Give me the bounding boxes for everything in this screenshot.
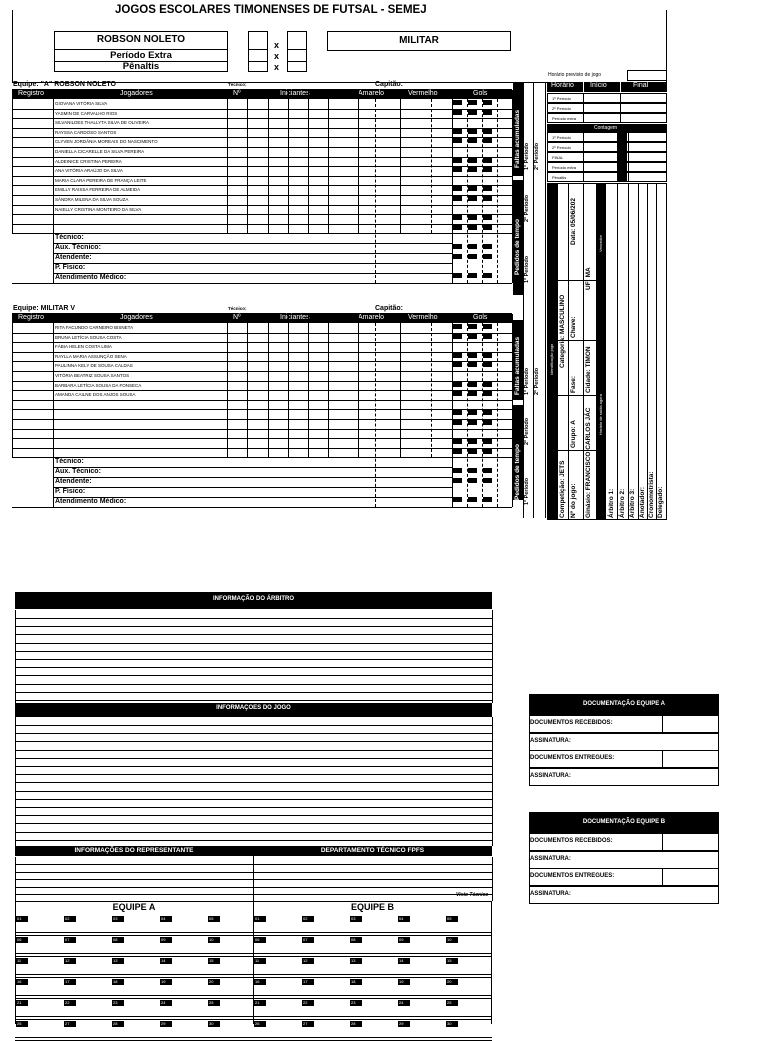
equipe-b-number-cell[interactable]: 15 — [446, 958, 458, 964]
team-a-player-name: GIOVANA VITÓRIA SILVA — [55, 101, 108, 106]
doc-b-row-label: ASSINATURA: — [530, 890, 571, 897]
equipe-b-number-cell[interactable]: 11 — [254, 958, 266, 964]
p2-label-b: 2º Período — [534, 367, 540, 395]
equipe-b-number-cell[interactable]: 03 — [350, 916, 362, 922]
schedule-col-final: Final — [633, 82, 649, 89]
contagem-row-label: Período extra — [552, 165, 577, 170]
faltas-label-b: Faltas acumuladas — [514, 336, 521, 395]
equipe-a-number-cell[interactable]: 23 — [112, 1000, 124, 1006]
fase-label: Fase: — [570, 376, 577, 393]
arbitro3-label: Árbitro 3: — [629, 488, 636, 518]
team-b-equipe-label: Equipe: MILITAR V — [13, 305, 76, 312]
doc-a-row-label: DOCUMENTOS RECEBIDOS: — [530, 720, 613, 726]
chave-label: Chave: — [570, 316, 577, 338]
team-b-goal-marker — [483, 449, 492, 454]
identificacao-label: Identificação jogo — [549, 343, 554, 375]
no-jogo-label: Nº do jogo: — [570, 483, 577, 518]
team-a-player-name: SÂNDRA MILENA DA SILVA SOUZA — [55, 197, 129, 202]
team-a-staff-label: Atendimento Médico: — [55, 274, 127, 282]
equipe-b-number-cell[interactable]: 28 — [350, 1021, 362, 1027]
team-b-goal-marker — [483, 420, 492, 425]
team-b-goal-marker — [483, 362, 492, 367]
equipe-a-number-cell[interactable]: 26 — [16, 1021, 28, 1027]
equipe-a-number-cell[interactable]: 07 — [64, 937, 76, 943]
team-b-tecnico-small: Técnico: — [228, 306, 247, 311]
horario-saida-label: Horário de saída agora — [598, 394, 603, 435]
team-a-goal-marker — [453, 244, 462, 249]
equipe-b-number-cell[interactable]: 20 — [446, 979, 458, 985]
equipe-a-number-cell[interactable]: 21 — [16, 1000, 28, 1006]
team-a-goal-marker — [453, 273, 462, 278]
equipe-b-grid-title: EQUIPE B — [350, 902, 394, 912]
team-b-goal-marker — [483, 439, 492, 444]
contagem-row-label: 2º Período — [552, 145, 571, 150]
team-b-player-name: BARBARA LETÍCIA SOUSA DA FONSECA — [55, 382, 142, 388]
equipe-b-number-cell[interactable]: 01 — [254, 916, 266, 922]
schedule-row-label: 1º Período — [552, 96, 571, 101]
team-a-col-numero: Nº — [233, 90, 241, 97]
team-a-goal-marker — [483, 186, 492, 191]
doc-b-row-label: DOCUMENTOS RECEBIDOS: — [530, 838, 613, 844]
p1-time-label-a: 1º Período — [524, 255, 530, 283]
contagem-label: Contagem — [594, 125, 618, 131]
equipe-a-number-cell[interactable]: 05 — [208, 916, 220, 922]
team-b-col-registro: Registro — [18, 314, 45, 321]
team-a-goal-marker — [468, 129, 477, 134]
team-a-goal-marker — [453, 110, 462, 115]
versus-mark: x — [274, 62, 280, 72]
equipe-b-number-cell[interactable]: 16 — [254, 979, 266, 985]
doc-b-row-label: ASSINATURA: — [530, 855, 571, 862]
equipe-a-number-cell[interactable]: 15 — [208, 958, 220, 964]
team-b-goal-marker — [453, 362, 462, 367]
team-b-goal-marker — [468, 410, 477, 415]
team-b-staff-label: P. Físico: — [55, 488, 86, 496]
equipe-b-number-cell[interactable]: 22 — [302, 1000, 314, 1006]
team-b-player-name: PAULINNA KELY DE SOUSA CALDAS — [55, 363, 133, 369]
horario-previsto-field[interactable] — [627, 70, 667, 81]
equipe-b-number-cell[interactable]: 21 — [254, 1000, 266, 1006]
team-b-goal-marker — [468, 353, 477, 358]
equipe-a-number-cell[interactable]: 12 — [64, 958, 76, 964]
representante-title: INFORMAÇÕES DO REPRESENTANTE — [74, 847, 194, 854]
team-b-goal-marker — [453, 334, 462, 339]
team-b-goal-marker — [453, 497, 462, 502]
team-a-goal-marker — [468, 167, 477, 172]
team-a-goal-marker — [483, 254, 492, 259]
team-b-goal-marker — [468, 449, 477, 454]
page-title: JOGOS ESCOLARES TIMONENSES DE FUTSAL - SEMEJ — [115, 4, 427, 16]
pedidos-label-b: Pedidos de tempo — [514, 444, 521, 500]
team-b-goal-marker — [453, 478, 462, 483]
equipe-a-number-cell[interactable]: 30 — [208, 1021, 220, 1027]
contagem-row-label: FINAL — [552, 155, 564, 160]
team-b-goal-marker — [483, 324, 492, 329]
team-b-goal-marker — [468, 497, 477, 502]
team-a-goal-marker — [453, 254, 462, 259]
team-b-col-iniciantes: Iniciantes — [280, 314, 310, 321]
team-a-goal-marker — [468, 244, 477, 249]
team-a-goal-marker — [453, 158, 462, 163]
team-b-goal-marker — [468, 324, 477, 329]
team-a-col-jogadores: Jogadores — [120, 90, 153, 97]
arbitro1-label: Árbitro 1: — [608, 488, 615, 518]
team-b-player-name: RITA FACUNDO CARNEIRO BISNETA — [55, 325, 134, 330]
team-a-goal-marker — [453, 225, 462, 230]
team-b-goal-marker — [468, 391, 477, 396]
equipe-b-number-cell[interactable]: 27 — [302, 1021, 314, 1027]
team-b-staff-label: Atendente: — [55, 478, 92, 486]
team-b-player-name: FÁBIA HELEN COSTA LIMA — [55, 344, 112, 350]
team-a-goal-marker — [483, 244, 492, 249]
equipe-a-number-cell[interactable]: 11 — [16, 958, 28, 964]
team-a-goal-marker — [453, 100, 462, 105]
equipe-b-number-cell[interactable]: 29 — [398, 1021, 410, 1027]
team-b-goal-marker — [468, 439, 477, 444]
equipe-a-grid-title: EQUIPE A — [112, 902, 156, 912]
team-b-col-gols: Gols — [473, 314, 488, 321]
team-a-goal-marker — [483, 225, 492, 230]
equipe-a-number-cell[interactable]: 20 — [208, 979, 220, 985]
team-b-goal-marker — [453, 468, 462, 473]
team-a-player-name: YASMIN DE CARVALHO RIOS — [55, 110, 118, 116]
team-a-goal-marker — [453, 129, 462, 134]
team-b-goal-marker — [453, 353, 462, 358]
team-a-col-gols: Gols — [473, 90, 488, 97]
p2-time-label-b: 2º Período — [524, 417, 530, 445]
equipe-a-number-cell[interactable]: 14 — [160, 958, 172, 964]
team-a-player-name: RAYSSA CARDOSO SANTOS — [55, 129, 117, 135]
team-b-player-name: RAYLLA MARIA ASSUNÇÃO SENA — [55, 353, 127, 359]
team-b-staff-label: Atendimento Médico: — [55, 498, 127, 506]
team-b-goal-marker — [468, 334, 477, 339]
arbitro-info-title: INFORMAÇÃO DO ÁRBITRO — [213, 596, 294, 602]
team-b-goal-marker — [483, 391, 492, 396]
team-a-staff-label: P. Físico: — [55, 264, 86, 272]
team-a-goal-marker — [483, 138, 492, 143]
team-b-player-name: AMANDA CAILNE DOS ANJOS SOUSA — [55, 392, 136, 398]
team-b-goal-marker — [453, 391, 462, 396]
team-a-player-name: SILVANILDES THALLYTA SILVA DE OLIVEIRA — [55, 120, 149, 126]
equipe-a-number-cell[interactable]: 22 — [64, 1000, 76, 1006]
team-a-goal-marker — [483, 215, 492, 220]
score-box-a — [248, 31, 268, 72]
equipe-a-number-cell[interactable]: 03 — [112, 916, 124, 922]
team-a-goal-marker — [468, 273, 477, 278]
equipe-b-number-cell[interactable]: 14 — [398, 958, 410, 964]
equipe-b-number-cell[interactable]: 25 — [446, 1000, 458, 1006]
cronometrista-label: Cronometrista: — [648, 471, 655, 518]
ginasio-label: Ginásio: FRANCISCO CARLOS JÁC — [585, 407, 592, 518]
equipe-b-number-cell[interactable]: 02 — [302, 916, 314, 922]
equipe-a-number-cell[interactable]: 10 — [208, 937, 220, 943]
equipe-a-number-cell[interactable]: 17 — [64, 979, 76, 985]
team-b-goal-marker — [468, 362, 477, 367]
equipe-b-number-cell[interactable]: 23 — [350, 1000, 362, 1006]
equipe-b-number-cell[interactable]: 09 — [398, 937, 410, 943]
visto-tecnico-label: Visto Técnico — [456, 892, 489, 898]
team-b-goal-marker — [483, 334, 492, 339]
equipe-a-number-cell[interactable]: 09 — [160, 937, 172, 943]
team-a-tecnico-small: Técnico: — [228, 82, 247, 87]
p1-label-a: 1º Período — [524, 142, 530, 170]
equipe-a-number-cell[interactable]: 16 — [16, 979, 28, 985]
team-a-goal-marker — [468, 158, 477, 163]
equipe-b-number-cell[interactable]: 24 — [398, 1000, 410, 1006]
team-b-player-name: VITÓRIA BEATRIZ SOUSA SANTOS — [55, 373, 130, 378]
faltas-label-a: Faltas acumuladas — [514, 109, 521, 168]
team-b-goal-marker — [453, 420, 462, 425]
team-b-goal-marker — [468, 382, 477, 387]
team-a-goal-marker — [483, 129, 492, 134]
team-a-goal-marker — [483, 196, 492, 201]
delegado-label: Delegado: — [657, 486, 664, 518]
equipe-a-number-cell[interactable]: 19 — [160, 979, 172, 985]
team-a-goal-marker — [453, 196, 462, 201]
equipe-a-number-cell[interactable]: 04 — [160, 916, 172, 922]
schedule-col-horario: Horário — [551, 82, 574, 89]
versus-mark: x — [274, 40, 280, 50]
team-b-goal-marker — [468, 468, 477, 473]
equipe-a-number-cell[interactable]: 08 — [112, 937, 124, 943]
contagem-row-label: Pênaltis — [552, 175, 567, 180]
equipe-a-number-cell[interactable]: 29 — [160, 1021, 172, 1027]
team-a-player-name: NAIELLY CRISTINA MONTEIRO DA SILVA — [55, 206, 142, 212]
contagem-row-label: 1º Período — [552, 135, 571, 140]
team-a-goal-marker — [453, 138, 462, 143]
team-a-goal-marker — [453, 186, 462, 191]
equipe-b-number-cell[interactable]: 30 — [446, 1021, 458, 1027]
team-a-goal-marker — [468, 254, 477, 259]
team-b-goal-marker — [453, 382, 462, 387]
team-b-staff-label: Técnico: — [55, 458, 84, 466]
p2-time-label-a: 2º Período — [524, 194, 530, 222]
team-a-player-name: EMILLY RAISSA FERREIRA DE ALMEIDA — [55, 187, 141, 193]
contagem-marker — [617, 163, 627, 171]
team-a-equipe-label: Equipe: "A" ROBSON NOLETO — [13, 81, 116, 88]
schedule-row-label: Período extra — [552, 116, 577, 121]
team-b-goal-marker — [483, 382, 492, 387]
team-a-goal-marker — [468, 215, 477, 220]
data-label: Data: 05/06/202 — [570, 198, 577, 245]
contagem-marker — [617, 153, 627, 161]
equipe-a-number-cell[interactable]: 25 — [208, 1000, 220, 1006]
team-a-col-amarelo: Amarelo — [358, 90, 385, 97]
team-a-player-name: ALDEINICE CRISTINA PEREIRA — [55, 158, 122, 164]
team-a-goal-marker — [468, 138, 477, 143]
p2-label-a: 2º Período — [534, 142, 540, 170]
doc-b-row-label: DOCUMENTOS ENTREGUES: — [530, 873, 615, 879]
contagem-marker — [617, 173, 627, 181]
team-a-player-name: ANA VITÓRIA ARAÚJO DA SILVA — [55, 168, 123, 174]
team-b-goal-marker — [483, 478, 492, 483]
team-a-name: ROBSON NOLETO — [96, 34, 186, 45]
doc-b-title: DOCUMENTAÇÃO EQUIPE B — [582, 819, 666, 825]
equipe-a-number-cell[interactable]: 27 — [64, 1021, 76, 1027]
equipe-a-number-cell[interactable]: 18 — [112, 979, 124, 985]
team-b-goal-marker — [468, 478, 477, 483]
equipe-b-number-cell[interactable]: 04 — [398, 916, 410, 922]
equipe-b-number-cell[interactable]: 05 — [446, 916, 458, 922]
equipe-b-number-cell[interactable]: 19 — [398, 979, 410, 985]
equipe-b-number-cell[interactable]: 18 — [350, 979, 362, 985]
team-b-col-vermelho: Vermelho — [408, 314, 438, 321]
team-a-goal-marker — [468, 110, 477, 115]
doc-a-row-label: ASSINATURA: — [530, 737, 571, 744]
team-a-goal-marker — [483, 167, 492, 172]
uf-label: UF: MA — [585, 267, 592, 290]
team-a-goal-marker — [453, 167, 462, 172]
score-box-b — [287, 31, 307, 72]
equipe-a-number-cell[interactable]: 01 — [16, 916, 28, 922]
team-a-staff-label: Aux. Técnico: — [55, 244, 101, 252]
doc-a-row-label: ASSINATURA: — [530, 772, 571, 779]
equipe-b-number-cell[interactable]: 17 — [302, 979, 314, 985]
team-a-col-vermelho: Vermelho — [408, 90, 438, 97]
team-a-goal-marker — [453, 215, 462, 220]
team-a-goal-marker — [483, 273, 492, 278]
team-a-goal-marker — [483, 110, 492, 115]
pedidos-label-a: Pedidos de tempo — [514, 219, 521, 275]
vencedor-strip — [596, 183, 606, 338]
team-a-goal-marker — [468, 196, 477, 201]
team-a-staff-label: Técnico: — [55, 234, 84, 242]
team-b-col-jogadores: Jogadores — [120, 314, 153, 321]
periodo-extra-label: Período Extra — [110, 50, 172, 61]
team-b-goal-marker — [483, 468, 492, 473]
equipe-b-number-cell[interactable]: 06 — [254, 937, 266, 943]
doc-a-row-label: DOCUMENTOS ENTREGUES: — [530, 755, 615, 761]
anotador-label: Anotador: — [639, 486, 646, 518]
team-b-col-amarelo: Amarelo — [358, 314, 385, 321]
team-b-goal-marker — [468, 420, 477, 425]
horario-previsto-label: Horário previsto de jogo — [548, 72, 602, 78]
team-b-goal-marker — [453, 439, 462, 444]
team-a-capitao-label: Capitão: — [375, 81, 403, 88]
vencedor-label: Vencedor — [598, 235, 603, 252]
equipe-b-number-cell[interactable]: 13 — [350, 958, 362, 964]
departamento-title: DEPARTAMENTO TÉCNICO FPFS — [320, 847, 425, 854]
equipe-b-number-cell[interactable]: 07 — [302, 937, 314, 943]
team-b-player-name: BRUNA LETÍCIA SOUSA COSTA — [55, 334, 122, 340]
team-b-goal-marker — [453, 324, 462, 329]
team-a-goal-marker — [468, 186, 477, 191]
team-b-staff-label: Aux. Técnico: — [55, 468, 101, 476]
equipe-b-number-cell[interactable]: 10 — [446, 937, 458, 943]
contagem-marker — [617, 133, 627, 141]
team-a-col-iniciantes: Iniciantes — [280, 90, 310, 97]
team-a-goal-marker — [483, 100, 492, 105]
team-a-goal-marker — [468, 225, 477, 230]
team-b-name: MILITAR — [399, 35, 439, 46]
team-b-col-numero: Nº — [233, 314, 241, 321]
equipe-a-number-cell[interactable]: 28 — [112, 1021, 124, 1027]
team-b-goal-marker — [453, 449, 462, 454]
team-a-goal-marker — [483, 158, 492, 163]
equipe-a-number-cell[interactable]: 02 — [64, 916, 76, 922]
p1-label-b: 1º Período — [524, 367, 530, 395]
doc-a-title: DOCUMENTAÇÃO EQUIPE A — [582, 701, 665, 707]
contagem-marker — [617, 143, 627, 151]
team-a-goal-marker — [468, 100, 477, 105]
equipe-b-number-cell[interactable]: 12 — [302, 958, 314, 964]
team-a-staff-label: Atendente: — [55, 254, 92, 262]
team-a-player-name: CLYVEN JORDÂNIA MOREAIS DO NASCIMENTO — [55, 139, 158, 145]
p1-time-label-b: 1º Período — [524, 477, 530, 505]
competicao-label: Competição: JETS — [559, 460, 566, 518]
equipe-b-number-cell[interactable]: 08 — [350, 937, 362, 943]
versus-mark: x — [274, 51, 280, 61]
equipe-a-number-cell[interactable]: 24 — [160, 1000, 172, 1006]
team-b-goal-marker — [453, 410, 462, 415]
team-a-player-name: DANIELLA CICARELLE DA SILVA PEREIRA — [55, 149, 145, 154]
team-a-col-registro: Registro — [18, 90, 45, 97]
schedule-row-label: 2º Período — [552, 106, 571, 111]
team-b-goal-marker — [483, 410, 492, 415]
penaltis-label: Pênaltis — [122, 61, 160, 72]
grupo-label: Grupo: A — [570, 420, 577, 448]
team-b-goal-marker — [483, 353, 492, 358]
cidade-label: Cidade: TIMON — [585, 346, 592, 393]
team-b-goal-marker — [483, 497, 492, 502]
equipe-b-number-cell[interactable]: 26 — [254, 1021, 266, 1027]
equipe-a-number-cell[interactable]: 13 — [112, 958, 124, 964]
schedule-col-inicio: Início — [590, 82, 607, 89]
team-b-capitao-label: Capitão: — [375, 305, 403, 312]
jogo-info-title: INFORMAÇOES DO JOGO — [216, 705, 291, 711]
team-a-player-name: MARIA CLARA PEREIRA DE FRANÇA LEITE — [55, 177, 147, 183]
categoria-label: Categoria: MASCULINO — [559, 294, 566, 368]
equipe-a-number-cell[interactable]: 06 — [16, 937, 28, 943]
arbitro2-label: Árbitro 2: — [619, 488, 626, 518]
